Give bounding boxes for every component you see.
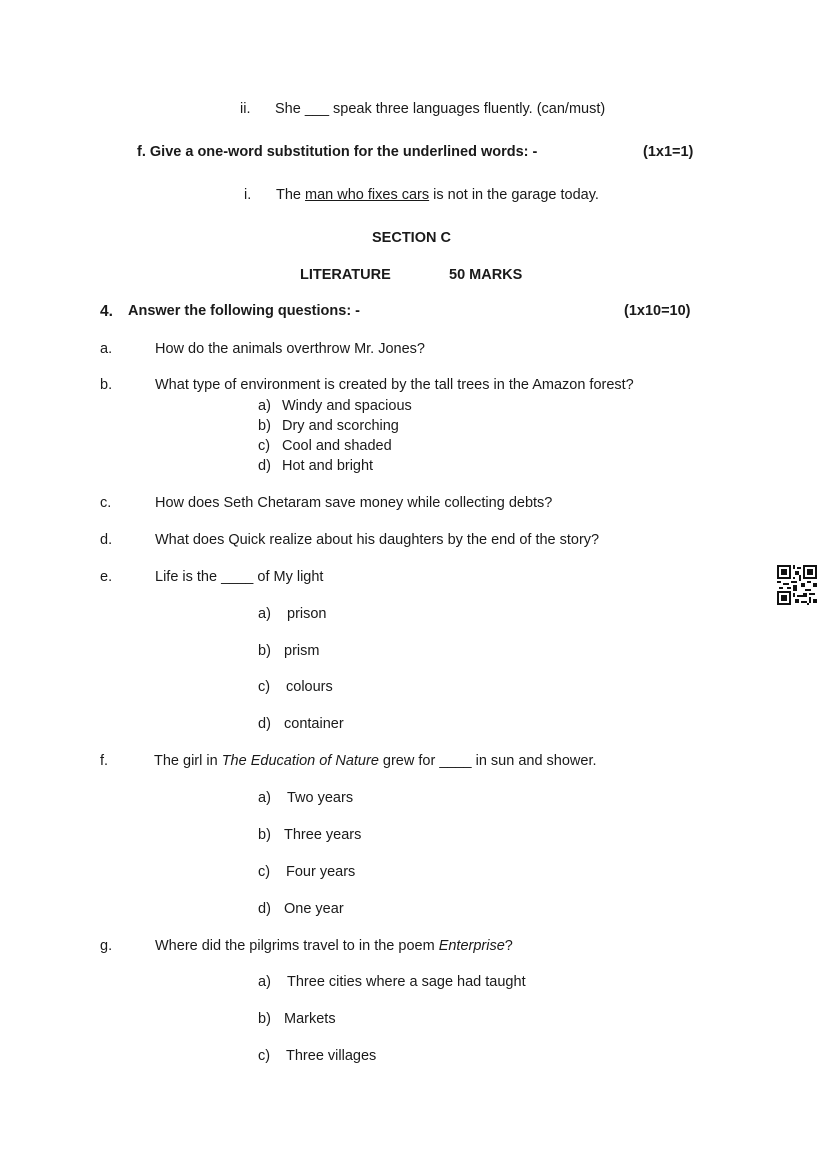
- sub-question-label: f.: [100, 753, 109, 769]
- option-label: b): [258, 827, 271, 843]
- subject-title: LITERATURE: [300, 267, 391, 283]
- option-text: Three cities where a sage had taught: [287, 974, 526, 990]
- sub-question-text: [154, 752, 597, 770]
- option-text: Two years: [287, 790, 354, 806]
- section-f-heading: f. Give a one-word substitution for the underlined words: -: [137, 144, 538, 160]
- question-text: She ___ speak three languages fluently. (can/must): [275, 101, 606, 117]
- option-label: b): [258, 643, 271, 659]
- work-title: The Education of Nature: [221, 753, 379, 769]
- text-fragment: Where did the pilgrims travel to in the poem: [155, 938, 439, 954]
- question-heading: Answer the following questions: -: [128, 303, 360, 319]
- work-title: Enterprise: [438, 938, 505, 954]
- option-label: d): [258, 901, 271, 917]
- option-text: Cool and shaded: [282, 438, 392, 454]
- option-label: b): [258, 418, 271, 434]
- option-label: c): [258, 679, 271, 695]
- section-marks: 50 MARKS: [449, 267, 523, 283]
- sub-question-text: What type of environment is created by the tall trees in the Amazon forest?: [155, 377, 634, 393]
- option-label: d): [258, 716, 271, 732]
- option-text: Four years: [286, 864, 356, 880]
- sub-question-text: [155, 937, 513, 955]
- sub-question-text: What does Quick realize about his daughters by the end of the story?: [155, 532, 600, 548]
- option-text: container: [284, 716, 344, 732]
- option-text: Three years: [284, 827, 362, 843]
- text-fragment: The: [276, 187, 306, 203]
- option-label: c): [258, 864, 271, 880]
- option-label: b): [258, 1011, 271, 1027]
- question-number: 4.: [100, 303, 113, 320]
- option-text: Three villages: [286, 1048, 377, 1064]
- option-label: a): [258, 398, 271, 414]
- question-marks: (1x10=10): [624, 303, 691, 319]
- sub-question-text: How does Seth Chetaram save money while collecting debts?: [155, 495, 553, 511]
- sub-question-label: d.: [100, 532, 113, 548]
- option-text: colours: [286, 679, 333, 695]
- sub-question-label: c.: [100, 495, 112, 511]
- option-text: One year: [284, 901, 344, 917]
- text-fragment: is not in the garage today.: [429, 187, 599, 203]
- option-label: a): [258, 790, 271, 806]
- option-text: Hot and bright: [282, 458, 374, 474]
- question-text: [276, 186, 599, 204]
- option-label: d): [258, 458, 271, 474]
- option-label: a): [258, 606, 271, 622]
- item-number: i.: [244, 187, 252, 203]
- sub-question-label: b.: [100, 377, 113, 393]
- underlined-phrase: man who fixes cars: [305, 187, 430, 203]
- option-text: Windy and spacious: [282, 398, 412, 414]
- option-text: prism: [284, 643, 320, 659]
- option-text: Markets: [284, 1011, 336, 1027]
- text-fragment: The girl in: [154, 753, 222, 769]
- item-number: ii.: [240, 101, 251, 117]
- section-title: SECTION C: [372, 230, 451, 246]
- sub-question-label: e.: [100, 569, 113, 585]
- sub-question-text: Life is the ____ of My light: [155, 569, 324, 585]
- section-f-marks: (1x1=1): [643, 144, 694, 160]
- option-text: prison: [287, 606, 327, 622]
- text-fragment: ?: [504, 938, 513, 954]
- sub-question-label: a.: [100, 341, 113, 357]
- option-label: c): [258, 1048, 271, 1064]
- qr-code-icon: [777, 565, 817, 605]
- option-text: Dry and scorching: [282, 418, 399, 434]
- option-label: c): [258, 438, 271, 454]
- option-label: a): [258, 974, 271, 990]
- sub-question-text: How do the animals overthrow Mr. Jones?: [155, 341, 425, 357]
- text-fragment: grew for ____ in sun and shower.: [378, 753, 597, 769]
- sub-question-label: g.: [100, 938, 113, 954]
